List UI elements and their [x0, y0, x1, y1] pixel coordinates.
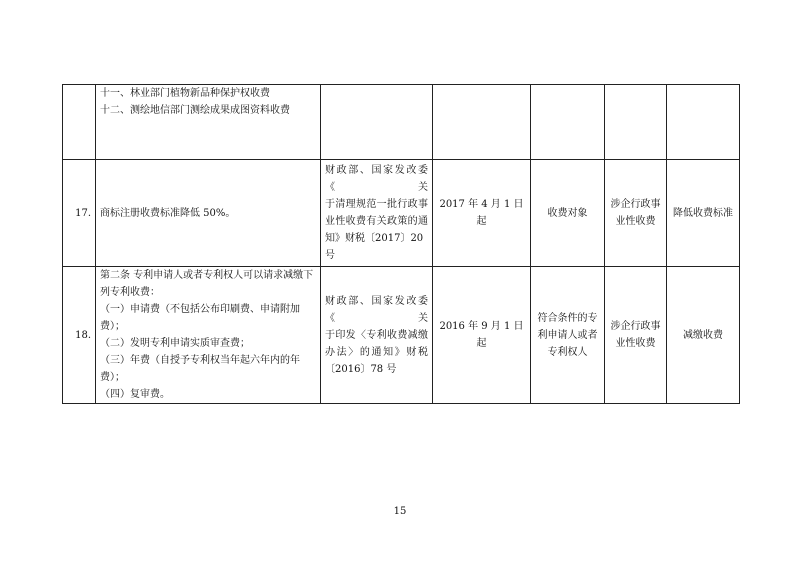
nature-line: 业性收费: [615, 216, 656, 227]
basis-line: 〔2016〕78 号: [325, 363, 397, 375]
nature-cell: [605, 267, 667, 404]
date-cell: [433, 85, 531, 160]
basis-cell: [321, 267, 433, 404]
content-line: 十一、林业部门植物新品种保护权收费: [100, 88, 270, 99]
table-row-17: [63, 160, 740, 267]
content-line: 十二、测绘地信部门测绘成果成图资料收费: [100, 105, 290, 116]
content-line: 第二条 专利申请人或者专利权人可以请求减缴下: [100, 270, 314, 281]
date-cell: 2017 年 4 月 1 日起: [433, 160, 531, 267]
object-line: 专利权人: [547, 346, 588, 358]
content-line: 商标注册收费标准降低 50%。: [100, 207, 236, 219]
basis-line: 于清理规范一批行政事: [325, 199, 428, 210]
measure-cell: 降低收费标准: [667, 160, 740, 267]
nature-line: 涉企行政事: [610, 321, 661, 332]
nature-line: 业性收费: [615, 338, 656, 349]
basis-line: 于印发〈专利收费减缴: [325, 329, 428, 341]
basis-line: 业性收费有关政策的通: [325, 216, 428, 227]
content-line: （一）申请费（不包括公布印刷费、申请附加费）；: [100, 304, 300, 332]
basis-line: 知》财税〔2017〕20 号: [325, 233, 424, 261]
object-line: 利申请人或者: [537, 329, 598, 341]
table-row-continuation: [63, 85, 740, 160]
basis-cell: [321, 160, 433, 267]
basis-line: 办法〉的通知》财税: [325, 346, 428, 358]
object-line: 符合条件的专: [537, 312, 598, 324]
content-line: （四）复审费。: [100, 389, 170, 400]
page-number: 15: [393, 506, 407, 517]
nature-cell: [605, 85, 667, 160]
object-cell: [531, 160, 605, 267]
row-number-cell: 18.: [63, 267, 96, 404]
object-cell: [531, 85, 605, 160]
date-cell: 2016 年 9 月 1 日起: [433, 267, 531, 404]
measure-cell: [667, 85, 740, 160]
basis-cell: [321, 85, 433, 160]
basis-line: 财政部、国家发改委《关: [325, 165, 428, 193]
nature-cell: [605, 160, 667, 267]
policy-table: [62, 84, 740, 404]
basis-line: 财政部、国家发改委《关: [325, 295, 428, 324]
table-row-18: [63, 267, 740, 404]
row-number-cell: [63, 85, 96, 160]
content-line: （三）年费（自授予专利权当年起六年内的年费）；: [100, 355, 300, 383]
content-cell: [96, 160, 321, 267]
measure-cell: 减缴收费: [667, 267, 740, 404]
content-cell: [96, 85, 321, 160]
nature-line: 涉企行政事: [610, 199, 661, 210]
content-line: （二）发明专利申请实质审查费；: [100, 338, 250, 349]
object-line: 收费对象: [547, 207, 588, 219]
object-cell: [531, 267, 605, 404]
row-number-cell: 17.: [63, 160, 96, 267]
content-line: 列专利收费：: [100, 287, 160, 298]
content-cell: [96, 267, 321, 404]
